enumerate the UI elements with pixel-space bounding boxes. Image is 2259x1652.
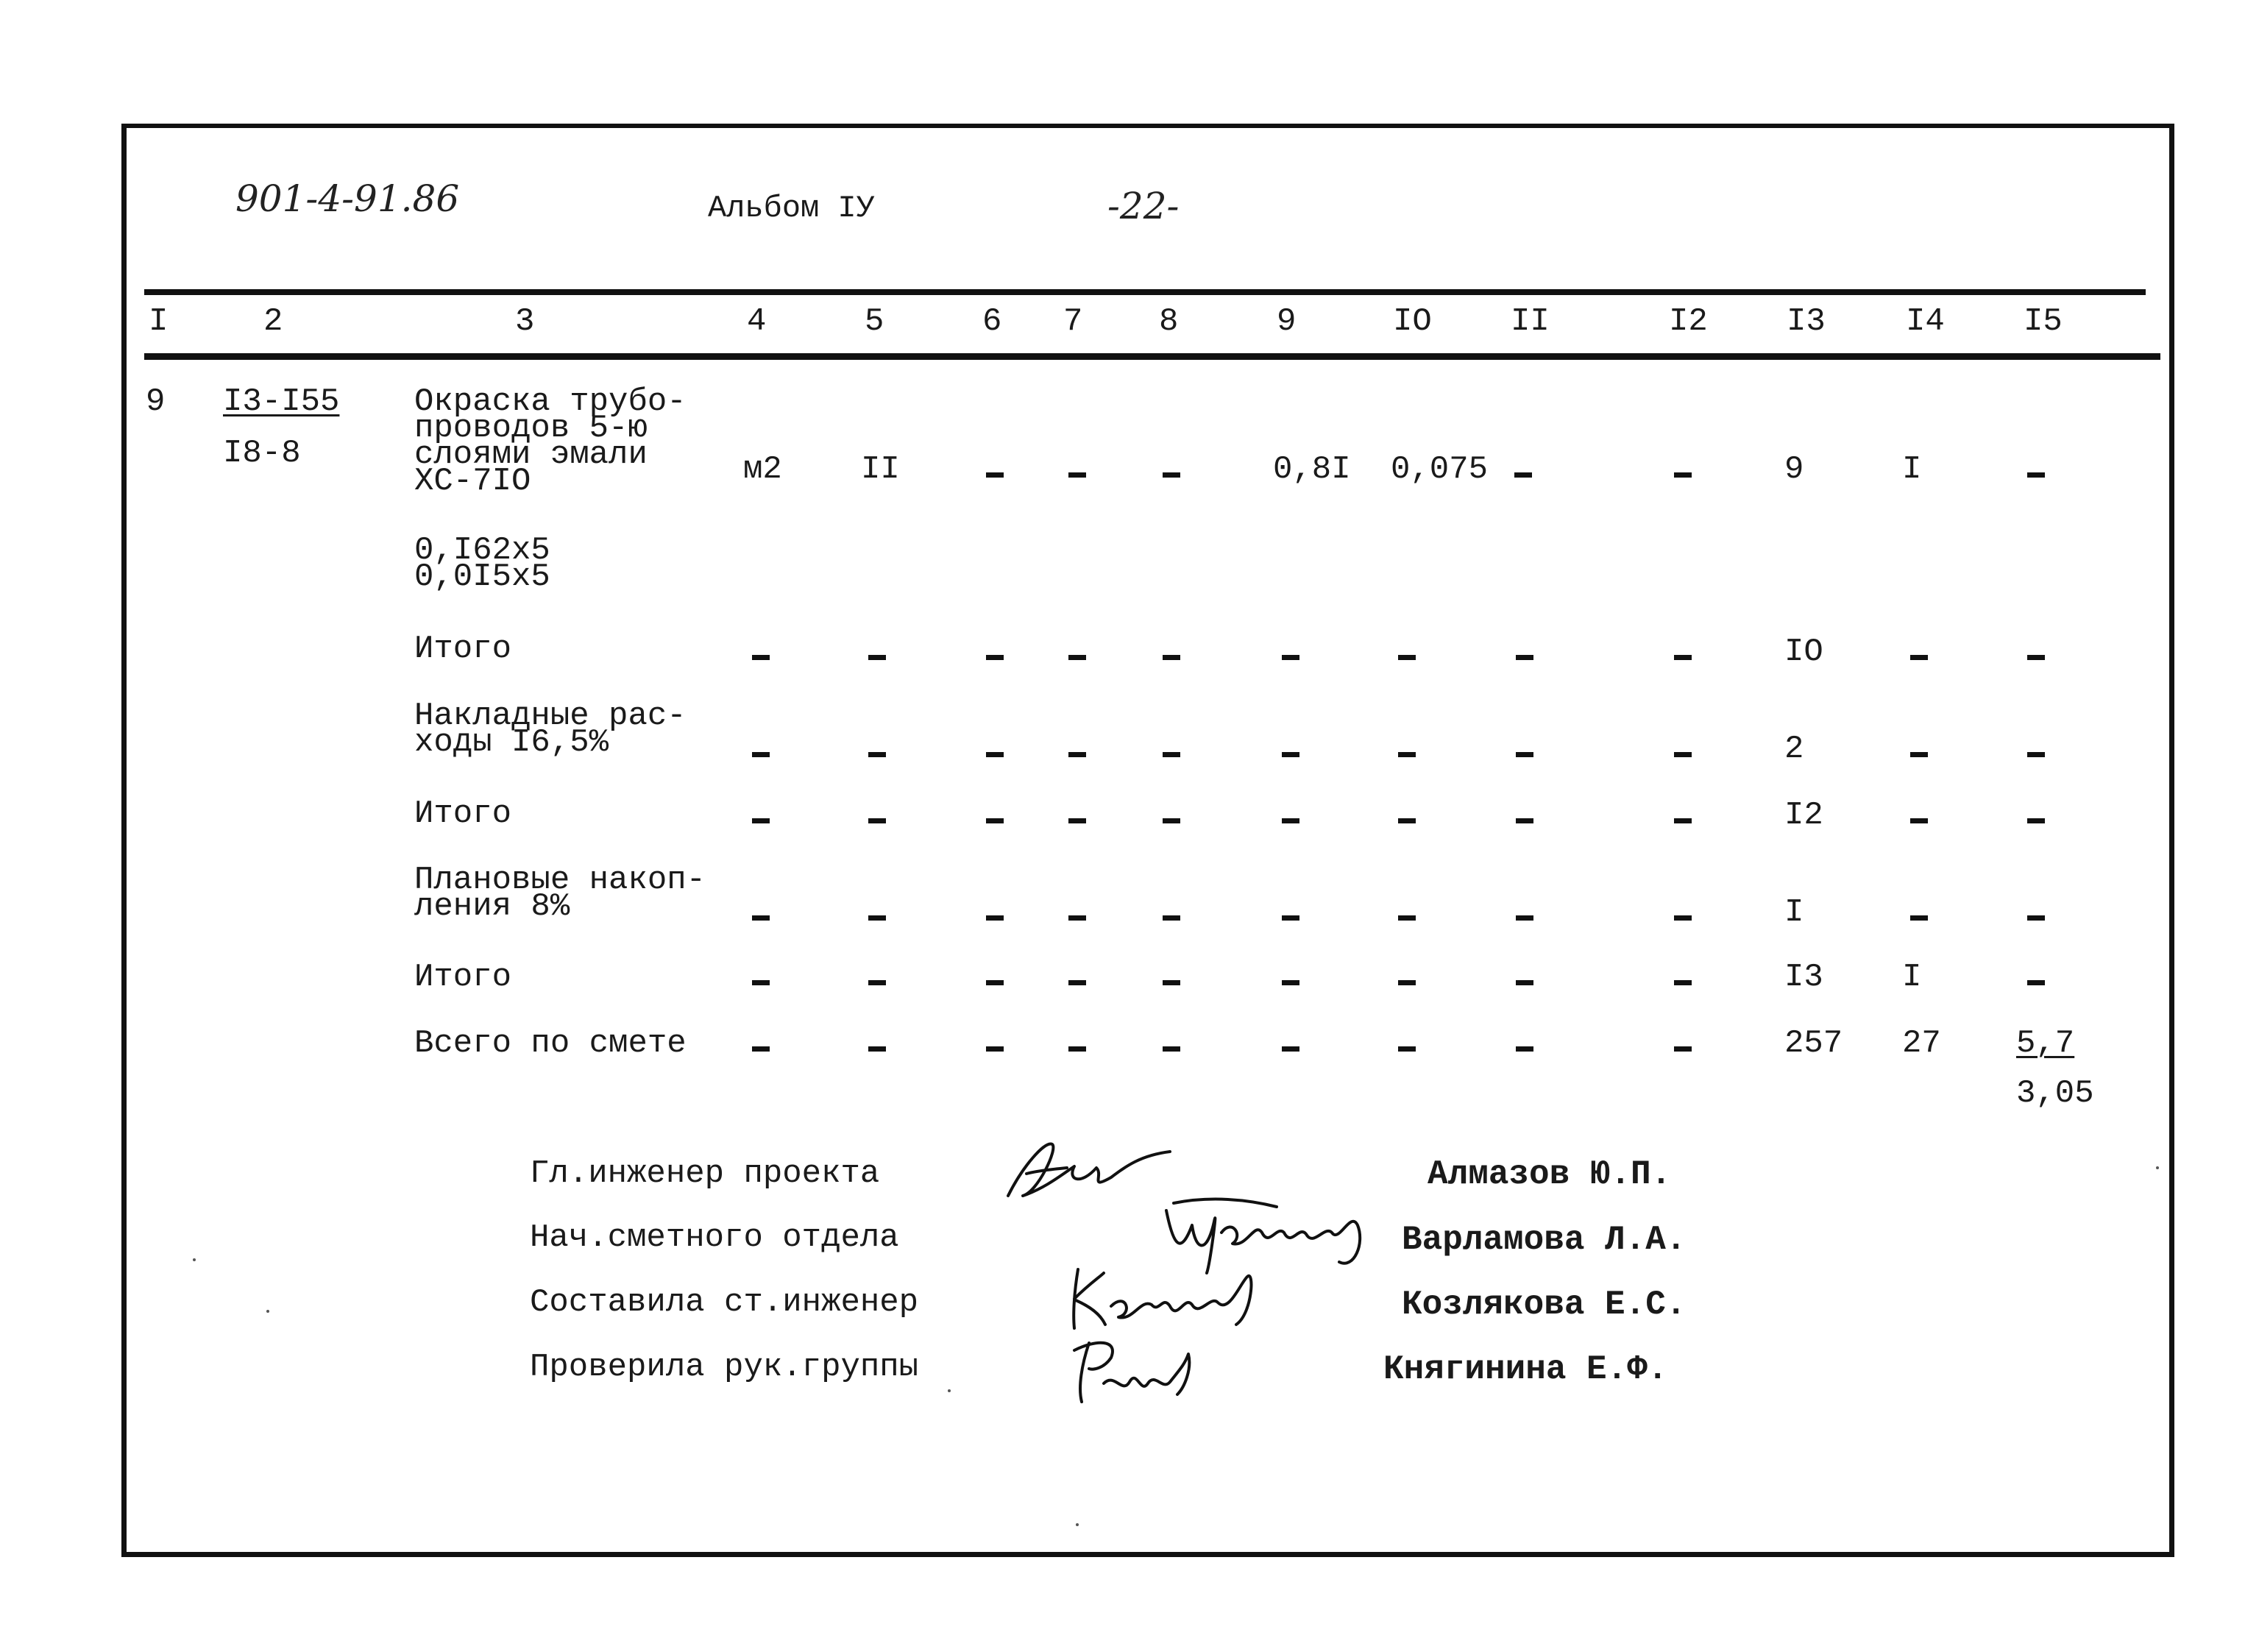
- rate-code-sub: I8-8: [223, 435, 301, 472]
- cell-c14: I: [1902, 959, 1922, 996]
- item-calc-line: 0,0I5х5: [414, 559, 550, 595]
- dash-c12: [1674, 752, 1692, 757]
- dash-c10: [1398, 915, 1416, 921]
- item-calc-line: 0,I62х5: [414, 532, 550, 569]
- signer-title: Нач.сметного отдела: [530, 1219, 899, 1256]
- column-number-12: I2: [1669, 303, 1708, 340]
- summary-label: ходы I6,5%: [414, 724, 609, 761]
- cell-c14: I: [1902, 451, 1922, 488]
- column-number-2: 2: [263, 303, 283, 340]
- dash-c6: [986, 752, 1004, 757]
- dash-c5: [868, 655, 886, 660]
- dash-c14: [1910, 818, 1928, 823]
- row-number: 9: [146, 383, 166, 420]
- dash-c15: [2027, 752, 2045, 757]
- dash-c11: [1516, 818, 1533, 823]
- dash-c8: [1163, 915, 1180, 921]
- dash-c12: [1674, 915, 1692, 921]
- dash-c7: [1068, 980, 1086, 985]
- signer-name: Алмазов Ю.П.: [1428, 1155, 1672, 1194]
- dash-c12: [1674, 980, 1692, 985]
- scan-speck: [2156, 1166, 2159, 1169]
- column-number-4: 4: [747, 303, 767, 340]
- dash-c5: [868, 752, 886, 757]
- dash-c6: [986, 915, 1004, 921]
- dash-c10: [1398, 818, 1416, 823]
- dash-c11: [1516, 752, 1533, 757]
- dash-c5: [868, 915, 886, 921]
- page-number: -22-: [1107, 185, 1180, 227]
- dash-c12: [1674, 472, 1692, 478]
- dash-c4: [752, 818, 770, 823]
- dash-c10: [1398, 752, 1416, 757]
- item-description-line: проводов 5-ю: [414, 410, 648, 447]
- dash-c6: [986, 472, 1004, 478]
- dash-c9: [1282, 752, 1299, 757]
- signature-kozlyakova: [1060, 1255, 1280, 1336]
- scan-speck: [948, 1389, 951, 1392]
- dash-c10: [1398, 980, 1416, 985]
- signer-title: Проверила рук.группы: [530, 1349, 919, 1386]
- column-number-10: IO: [1393, 303, 1432, 340]
- dash-c8: [1163, 752, 1180, 757]
- cell-c13: 9: [1784, 451, 1804, 488]
- dash-c6: [986, 1046, 1004, 1052]
- dash-c7: [1068, 472, 1086, 478]
- cell-c10: 0,075: [1391, 451, 1489, 488]
- signer-name: Козлякова Е.С.: [1402, 1286, 1687, 1324]
- column-number-11: II: [1511, 303, 1550, 340]
- album-label: Альбом IУ: [708, 191, 875, 226]
- item-description-line: слоями эмали: [414, 436, 648, 473]
- dash-c11: [1516, 980, 1533, 985]
- dash-c11: [1516, 1046, 1533, 1052]
- dash-c11: [1514, 472, 1532, 478]
- dash-c8: [1163, 655, 1180, 660]
- dash-c12: [1674, 1046, 1692, 1052]
- dash-c5: [868, 1046, 886, 1052]
- column-number-7: 7: [1063, 303, 1083, 340]
- dash-c8: [1163, 472, 1180, 478]
- dash-c15: [2027, 915, 2045, 921]
- dash-c4: [752, 980, 770, 985]
- signer-name: Варламова Л.А.: [1402, 1221, 1687, 1259]
- dash-c9: [1282, 655, 1299, 660]
- dash-c4: [752, 915, 770, 921]
- signer-name: Княгинина Е.Ф.: [1383, 1350, 1668, 1389]
- cell-qty: II: [861, 451, 900, 488]
- dash-c11: [1516, 655, 1533, 660]
- cell-unit: м2: [743, 451, 782, 488]
- dash-c6: [986, 980, 1004, 985]
- column-header-bottom-rule: [144, 353, 2160, 360]
- cell-c13: I2: [1784, 797, 1823, 834]
- dash-c7: [1068, 655, 1086, 660]
- column-number-14: I4: [1906, 303, 1945, 340]
- column-number-9: 9: [1277, 303, 1297, 340]
- column-number-1: I: [149, 303, 169, 340]
- cell-c15-sub: 3,05: [2016, 1075, 2094, 1112]
- summary-label: Всего по смете: [414, 1025, 687, 1062]
- dash-c15: [2027, 818, 2045, 823]
- item-description-line: Окраска трубо-: [414, 383, 687, 420]
- table-top-rule: [144, 289, 2146, 295]
- scan-speck: [193, 1258, 196, 1261]
- summary-label: Плановые накоп-: [414, 862, 706, 898]
- dash-c7: [1068, 752, 1086, 757]
- column-number-5: 5: [865, 303, 884, 340]
- rate-code: I3-I55: [223, 383, 340, 420]
- column-number-8: 8: [1159, 303, 1179, 340]
- dash-c8: [1163, 818, 1180, 823]
- dash-c6: [986, 818, 1004, 823]
- signer-title: Гл.инженер проекта: [530, 1155, 880, 1192]
- dash-c9: [1282, 818, 1299, 823]
- column-number-15: I5: [2024, 303, 2063, 340]
- cell-c13: I3: [1784, 959, 1823, 996]
- column-number-13: I3: [1787, 303, 1826, 340]
- dash-c5: [868, 980, 886, 985]
- summary-label: Накладные рас-: [414, 698, 687, 734]
- dash-c4: [752, 1046, 770, 1052]
- column-number-3: 3: [515, 303, 535, 340]
- dash-c7: [1068, 818, 1086, 823]
- dash-c8: [1163, 1046, 1180, 1052]
- summary-label: ления 8%: [414, 888, 570, 925]
- dash-c9: [1282, 980, 1299, 985]
- dash-c14: [1910, 915, 1928, 921]
- cell-c13: IO: [1784, 634, 1823, 670]
- cell-c9: 0,8I: [1273, 451, 1351, 488]
- cell-c13: 2: [1784, 731, 1804, 767]
- summary-label: Итого: [414, 959, 512, 996]
- scan-speck: [266, 1310, 269, 1313]
- dash-c4: [752, 655, 770, 660]
- dash-c9: [1282, 915, 1299, 921]
- dash-c12: [1674, 655, 1692, 660]
- dash-c15: [2027, 980, 2045, 985]
- dash-c9: [1282, 1046, 1299, 1052]
- dash-c7: [1068, 915, 1086, 921]
- scan-speck: [1076, 1523, 1079, 1526]
- dash-c11: [1516, 915, 1533, 921]
- summary-label: Итого: [414, 795, 512, 832]
- dash-c10: [1398, 655, 1416, 660]
- dash-c5: [868, 818, 886, 823]
- summary-label: Итого: [414, 631, 512, 667]
- cell-c13: I: [1784, 894, 1804, 931]
- signer-title: Составила ст.инженер: [530, 1284, 919, 1321]
- dash-c14: [1910, 752, 1928, 757]
- column-number-6: 6: [982, 303, 1002, 340]
- dash-c7: [1068, 1046, 1086, 1052]
- dash-c10: [1398, 1046, 1416, 1052]
- dash-c15: [2027, 472, 2045, 478]
- cell-c15: 5,7: [2016, 1025, 2075, 1062]
- dash-c14: [1910, 655, 1928, 660]
- dash-c15: [2027, 655, 2045, 660]
- dash-c6: [986, 655, 1004, 660]
- item-description-line: ХС-7IO: [414, 463, 531, 500]
- cell-c14: 27: [1902, 1025, 1941, 1062]
- signature-knyaginina: [1060, 1325, 1221, 1413]
- dash-c4: [752, 752, 770, 757]
- dash-c8: [1163, 980, 1180, 985]
- dash-c12: [1674, 818, 1692, 823]
- document-number: 901-4-91.86: [235, 177, 460, 220]
- cell-c13: 257: [1784, 1025, 1843, 1062]
